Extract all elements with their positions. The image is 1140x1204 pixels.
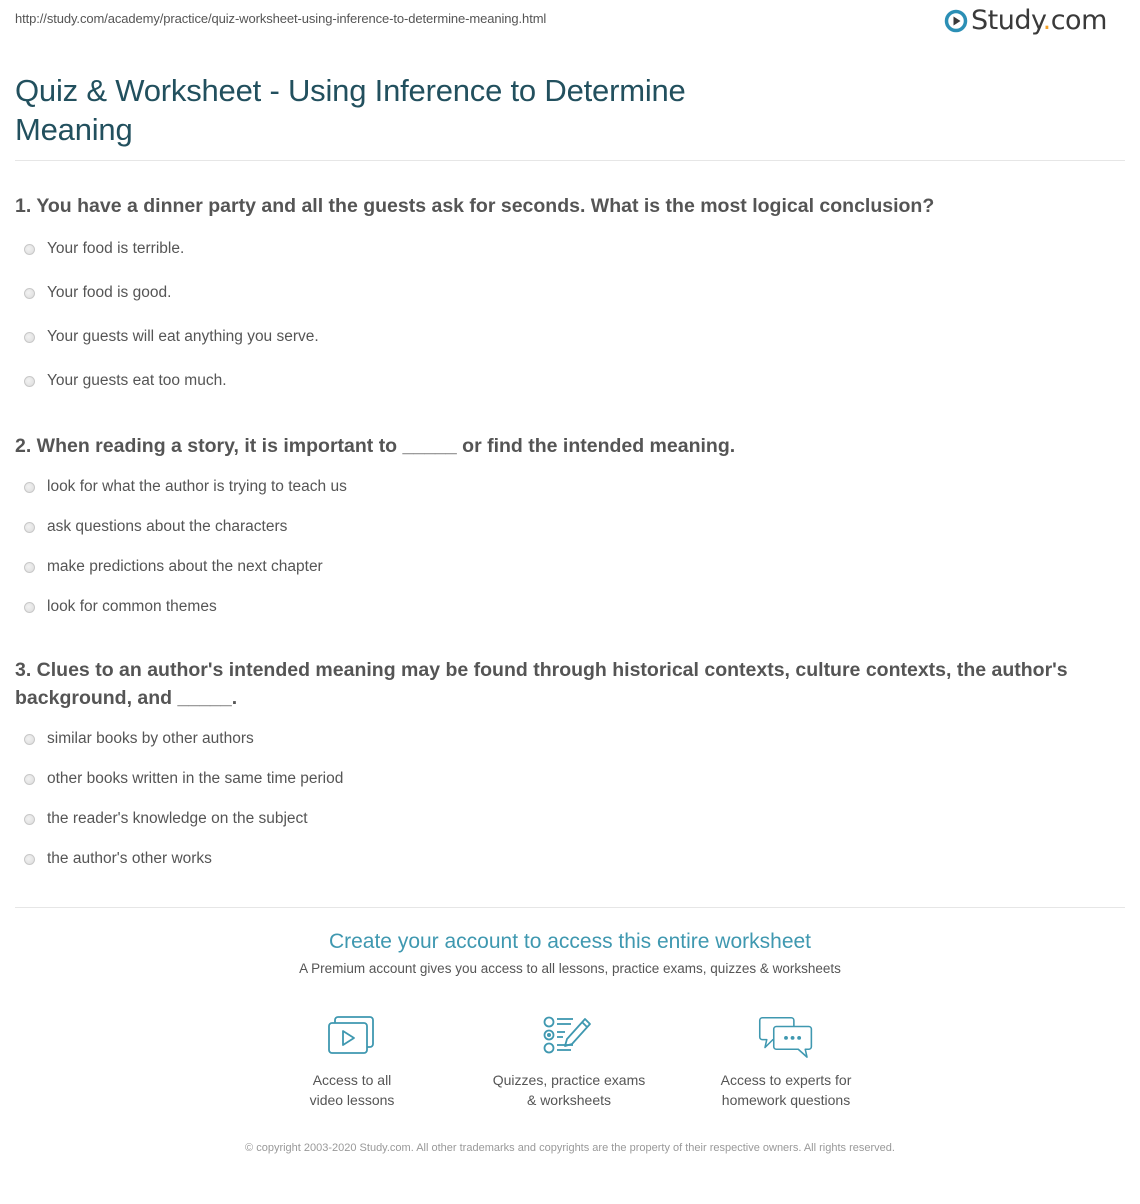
- q2-option-3[interactable]: [24, 558, 323, 576]
- quiz-checklist-icon: [541, 1013, 597, 1061]
- radio-button[interactable]: [24, 814, 35, 825]
- radio-button[interactable]: [24, 602, 35, 613]
- copyright-footer: © copyright 2003-2020 Study.com. All other trademarks and copyrights are the property of their respective owners. All rights reserved.: [245, 1142, 895, 1154]
- radio-button[interactable]: [24, 244, 35, 255]
- cta-divider: [15, 907, 1125, 908]
- feature-label-line1: Quizzes, practice exams: [492, 1072, 646, 1088]
- question-2: 2. When reading a story, it is important to _____ or find the intended meaning.: [15, 435, 736, 457]
- feature-label: [252, 1070, 452, 1110]
- feature-quizzes: [469, 1013, 669, 1110]
- feature-experts: [686, 1013, 886, 1110]
- premium-description: A Premium account gives you access to all lessons, practice exams, quizzes & worksheets: [299, 961, 841, 976]
- logo-dot: .: [1042, 5, 1051, 36]
- play-circle-logo-icon: [944, 9, 968, 33]
- q3-option-1[interactable]: [24, 730, 254, 748]
- option-label: Your food is terrible.: [47, 240, 185, 257]
- feature-label: [686, 1070, 886, 1110]
- radio-button[interactable]: [24, 562, 35, 573]
- option-label: ask questions about the characters: [47, 518, 288, 535]
- radio-button[interactable]: [24, 774, 35, 785]
- feature-label: [469, 1070, 669, 1110]
- q1-option-3[interactable]: [24, 328, 319, 346]
- feature-label-line2: video lessons: [309, 1092, 395, 1108]
- create-account-link[interactable]: Create your account to access this entire worksheet: [328, 930, 812, 953]
- logo-text-study: Study: [971, 5, 1043, 36]
- q2-option-1[interactable]: [24, 478, 347, 496]
- feature-video-lessons: [252, 1013, 452, 1110]
- radio-button[interactable]: [24, 376, 35, 387]
- q1-option-4[interactable]: [24, 372, 227, 390]
- radio-button[interactable]: [24, 854, 35, 865]
- feature-label-line2: homework questions: [721, 1092, 851, 1108]
- option-label: look for common themes: [47, 598, 217, 615]
- option-label: Your guests eat too much.: [47, 372, 227, 389]
- option-label: look for what the author is trying to teach us: [47, 478, 347, 495]
- feature-label-line2: & worksheets: [526, 1092, 612, 1108]
- option-label: the reader's knowledge on the subject: [47, 810, 308, 827]
- feature-label-line1: Access to all: [312, 1072, 392, 1088]
- option-label: make predictions about the next chapter: [47, 558, 323, 575]
- radio-button[interactable]: [24, 332, 35, 343]
- q2-option-2[interactable]: [24, 518, 287, 536]
- option-label: other books written in the same time period: [47, 770, 344, 787]
- question-3: 3. Clues to an author's intended meaning may be found through historical contexts, culture contexts, the author's background, and _____.: [15, 659, 1068, 709]
- logo-text-com: com: [1050, 5, 1107, 36]
- q3-option-3[interactable]: [24, 810, 308, 828]
- page-title: Quiz & Worksheet - Using Inference to Determine Meaning: [15, 73, 686, 147]
- q1-option-2[interactable]: [24, 284, 171, 302]
- study-logo[interactable]: [944, 7, 1107, 34]
- q3-option-4[interactable]: [24, 850, 212, 868]
- page-url: http://study.com/academy/practice/quiz-worksheet-using-inference-to-determine-meaning.html: [15, 11, 547, 26]
- radio-button[interactable]: [24, 288, 35, 299]
- q2-option-4[interactable]: [24, 598, 217, 616]
- q3-option-2[interactable]: [24, 770, 343, 788]
- q1-option-1[interactable]: [24, 240, 184, 258]
- radio-button[interactable]: [24, 734, 35, 745]
- video-lessons-icon: [324, 1013, 380, 1061]
- radio-button[interactable]: [24, 482, 35, 493]
- logo-wordmark: [971, 7, 1107, 34]
- radio-button[interactable]: [24, 522, 35, 533]
- chat-bubbles-icon: [758, 1013, 814, 1061]
- feature-label-line1: Access to experts for: [720, 1072, 852, 1088]
- option-label: Your food is good.: [47, 284, 172, 301]
- option-label: the author's other works: [47, 850, 212, 867]
- title-divider: [15, 160, 1125, 161]
- option-label: Your guests will eat anything you serve.: [47, 328, 319, 345]
- question-1: 1. You have a dinner party and all the guests ask for seconds. What is the most logical conclusion?: [15, 195, 935, 217]
- option-label: similar books by other authors: [47, 730, 254, 747]
